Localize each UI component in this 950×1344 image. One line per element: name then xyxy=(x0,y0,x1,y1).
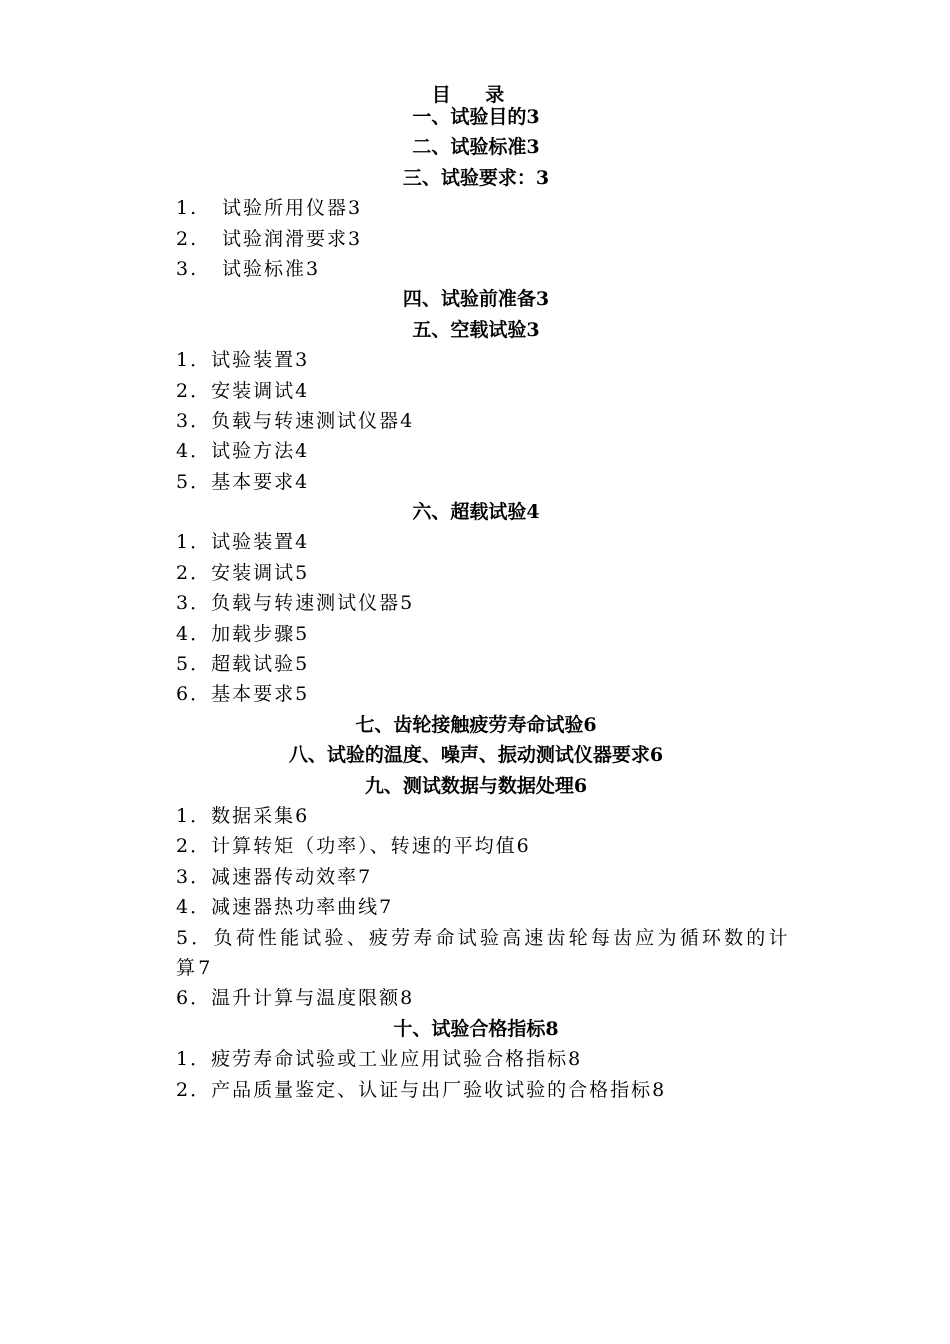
toc-section-heading: 七、齿轮接触疲劳寿命试验6 xyxy=(355,713,597,736)
toc-subsection-item xyxy=(176,983,808,1013)
toc-section-heading: 一、试验目的3 xyxy=(412,106,540,128)
toc-item-label: 加载步骤5 xyxy=(211,622,310,645)
toc-item-label: 安装调试5 xyxy=(211,561,310,584)
toc-item-number: 2． xyxy=(176,1078,212,1101)
toc-item-label: 试验标准3 xyxy=(222,257,321,280)
toc-subsection-item xyxy=(176,1075,808,1105)
toc-subsection-item xyxy=(176,862,808,892)
toc-item-number: 3． xyxy=(176,592,212,615)
toc-item-label: 安装调试4 xyxy=(211,379,310,402)
toc-section-heading: 五、空载试验3 xyxy=(412,318,540,341)
toc-section-heading: 十、试验合格指标8 xyxy=(393,1017,559,1040)
toc-subsection-item xyxy=(176,923,808,984)
toc-item-number: 6． xyxy=(176,987,212,1010)
toc-item-number: 4． xyxy=(176,440,212,463)
toc-item-label: 试验方法4 xyxy=(211,440,310,463)
toc-subsection-item xyxy=(176,376,808,406)
toc-item-label: 试验装置3 xyxy=(211,349,310,372)
toc-section-heading: 八、试验的温度、噪声、振动测试仪器要求6 xyxy=(288,744,664,767)
toc-subsection-item xyxy=(176,224,808,254)
toc-section-heading: 三、试验要求：3 xyxy=(402,166,550,189)
toc-item-label: 疲劳寿命试验或工业应用试验合格指标8 xyxy=(211,1048,583,1071)
toc-item-label: 负载与转速测试仪器5 xyxy=(211,592,415,615)
toc-item-number: 3． xyxy=(176,865,212,888)
toc-subsection-item xyxy=(176,436,808,466)
toc-item-number: 1． xyxy=(176,349,212,372)
toc-item-number: 6． xyxy=(176,683,212,706)
toc-item-number: 1. xyxy=(176,197,199,220)
toc-item-number: 3． xyxy=(176,409,212,432)
toc-item-label: 数据采集6 xyxy=(211,804,310,827)
toc-subsection-item xyxy=(176,801,808,831)
toc-item-number: 3. xyxy=(176,257,199,280)
toc-item-label: 产品质量鉴定、认证与出厂验收试验的合格指标8 xyxy=(211,1078,667,1101)
toc-subsection-item xyxy=(176,254,808,284)
toc-subsection-item xyxy=(176,588,808,618)
toc-item-number: 5． xyxy=(176,470,212,493)
toc-item-label: 试验装置4 xyxy=(211,531,310,554)
toc-subsection-item xyxy=(176,892,808,922)
toc-item-label: 试验所用仪器3 xyxy=(222,197,363,220)
toc-subsection-item xyxy=(176,406,808,436)
toc-item-label: 超载试验5 xyxy=(211,653,310,676)
toc-subsection-item xyxy=(176,193,808,223)
toc-item-label: 减速器热功率曲线7 xyxy=(211,896,394,919)
toc-subsection-item xyxy=(176,831,808,861)
toc-subsection-item xyxy=(176,467,808,497)
table-of-contents xyxy=(176,102,808,1105)
toc-subsection-item xyxy=(176,558,808,588)
toc-item-label: 基本要求5 xyxy=(211,683,310,706)
toc-item-number: 5． xyxy=(176,926,214,949)
toc-item-number: 1． xyxy=(176,1048,212,1071)
toc-section-heading: 四、试验前准备3 xyxy=(402,288,550,311)
toc-item-label: 计算转矩（功率）、转速的平均值6 xyxy=(211,835,531,858)
toc-item-number: 5． xyxy=(176,653,212,676)
toc-item-label: 减速器传动效率7 xyxy=(211,865,373,888)
toc-subsection-item xyxy=(176,1044,808,1074)
toc-item-label: 负载与转速测试仪器4 xyxy=(211,409,415,432)
toc-title: 目 录 xyxy=(431,84,519,106)
toc-item-number: 2． xyxy=(176,379,212,402)
toc-subsection-item xyxy=(176,649,808,679)
toc-item-number: 4． xyxy=(176,622,212,645)
toc-item-number: 1． xyxy=(176,804,212,827)
toc-subsection-item xyxy=(176,345,808,375)
toc-item-label: 基本要求4 xyxy=(211,470,310,493)
toc-section-heading: 九、测试数据与数据处理6 xyxy=(364,774,588,797)
toc-subsection-item xyxy=(176,527,808,557)
toc-item-number: 2． xyxy=(176,835,212,858)
toc-item-number: 4． xyxy=(176,896,212,919)
toc-subsection-item xyxy=(176,679,808,709)
toc-item-number: 1． xyxy=(176,531,212,554)
toc-item-label: 负荷性能试验、疲劳寿命试验高速齿轮每齿应为循环数的计算7 xyxy=(176,926,791,979)
toc-item-number: 2. xyxy=(176,227,199,250)
toc-subsection-item xyxy=(176,619,808,649)
toc-item-label: 试验润滑要求3 xyxy=(222,227,363,250)
toc-section-heading: 六、超载试验4 xyxy=(412,501,540,524)
toc-item-label: 温升计算与温度限额8 xyxy=(211,987,415,1010)
toc-section-heading: 二、试验标准3 xyxy=(412,136,540,159)
toc-item-number: 2． xyxy=(176,561,212,584)
